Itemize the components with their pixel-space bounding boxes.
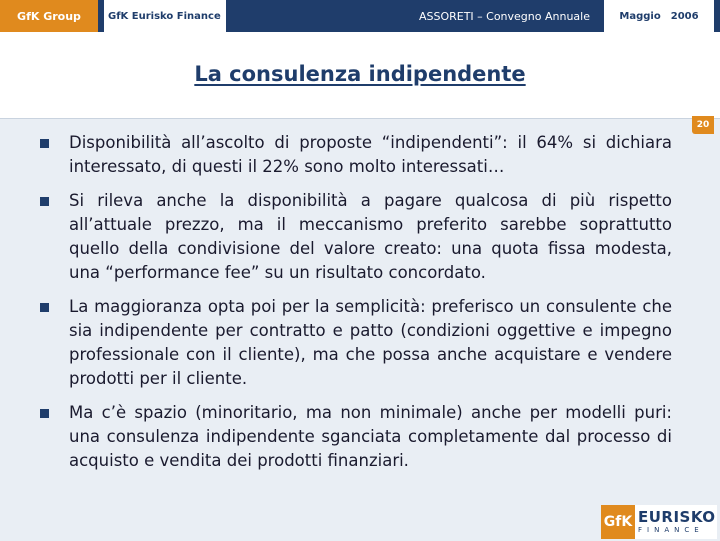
square-bullet-icon [40, 197, 49, 206]
bullet-text: La maggioranza opta poi per la semplicità: preferisco un consulente che sia indipendente per contratto e patto (condizioni oggettive e impegno professionale con il cliente), ma che possa anche acquistare e vendere prodotti per il cliente. [69, 297, 672, 388]
date-label [604, 0, 714, 32]
logo-wordmark [635, 505, 717, 539]
logo-finance-text: FINANCE [638, 526, 704, 534]
page-number: 20 [692, 116, 714, 134]
date-year: 2006 [670, 10, 699, 22]
gfk-eurisko-logo [601, 505, 717, 539]
square-bullet-icon [40, 139, 49, 148]
bullet-text: Disponibilità all’ascolto di proposte “indipendenti”: il 64% si dichiara interessato, di questi il 22% sono molto interessati… [69, 133, 672, 176]
bullet-item [40, 401, 672, 473]
bullet-text: Si rileva anche la disponibilità a pagare qualcosa di più rispetto all’attuale prezzo, ma il meccanismo preferito sarebbe soprattutto quello della condivisione del valore creato: una quota fissa modesta, una “performance fee” su un risultato concordato. [69, 191, 672, 282]
square-bullet-icon [40, 303, 49, 312]
event-label: ASSORETI – Convegno Annuale [226, 0, 598, 32]
bullet-item [40, 295, 672, 391]
slide-title: La consulenza indipendente [194, 62, 526, 86]
bullet-item [40, 189, 672, 285]
bullet-item [40, 131, 672, 179]
gfk-eurisko-finance-label: GfK Eurisko Finance [104, 0, 230, 32]
gfk-group-label: GfK Group [0, 0, 98, 32]
bullet-list [40, 131, 672, 483]
square-bullet-icon [40, 409, 49, 418]
bullet-text: Ma c’è spazio (minoritario, ma non minimale) anche per modelli puri: una consulenza indipendente sganciata completamente dal processo di acquisto e vendita dei prodotti finanziari. [69, 403, 672, 470]
logo-gfk-mark: GfK [601, 505, 635, 539]
logo-eurisko-text: EURISKO [638, 508, 716, 526]
date-month: Maggio [619, 10, 661, 22]
